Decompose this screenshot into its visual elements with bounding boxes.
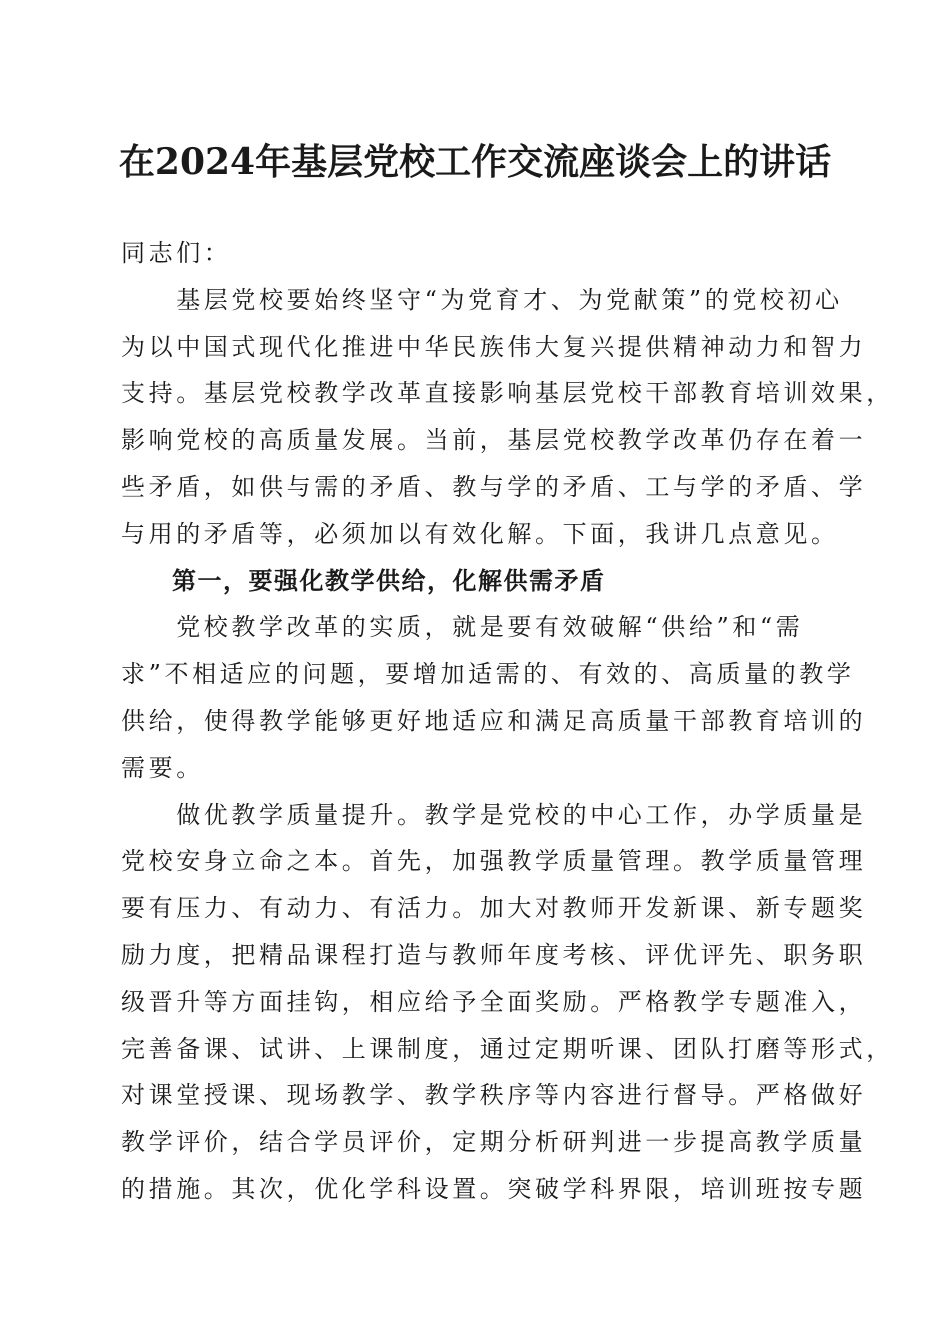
section-heading: 第一，要强化教学供给，化解供需矛盾: [121, 565, 606, 595]
paragraph-line: 对课堂授课、现场教学、教学秩序等内容进行督导。严格做好: [121, 1081, 867, 1110]
paragraph-line: 党校教学改革的实质，就是要有效破解“供给”和“需: [121, 613, 804, 642]
paragraph-line: 教学评价，结合学员评价，定期分析研判进一步提高教学质量: [121, 1128, 867, 1157]
paragraph-line: 要有压力、有动力、有活力。加大对教师开发新课、新专题奖: [121, 894, 867, 923]
paragraph-line: 党校安身立命之本。首先，加强教学质量管理。教学质量管理: [121, 847, 867, 876]
paragraph-line: 励力度，把精品课程打造与教师年度考核、评优评先、职务职: [121, 940, 867, 969]
paragraph-line: 求”不相适应的问题，要增加适需的、有效的、高质量的教学: [121, 660, 855, 689]
document-title: 在2024年基层党校工作交流座谈会上的讲话: [118, 141, 832, 183]
paragraph-line: 影响党校的高质量发展。当前，基层党校教学改革仍存在着一: [121, 426, 867, 455]
paragraph-line: 需要。: [121, 753, 204, 782]
paragraph-line: 的措施。其次，优化学科设置。突破学科界限，培训班按专题: [121, 1174, 867, 1203]
salutation: 同志们：: [121, 239, 232, 267]
paragraph-line: 做优教学质量提升。教学是党校的中心工作，办学质量是: [121, 800, 867, 829]
paragraph-line: 些矛盾，如供与需的矛盾、教与学的矛盾、工与学的矛盾、学: [121, 472, 867, 501]
paragraph-line: 支持。基层党校教学改革直接影响基层党校干部教育培训效果，: [121, 379, 894, 408]
paragraph-line: 供给，使得教学能够更好地适应和满足高质量干部教育培训的: [121, 706, 867, 735]
paragraph-line: 为以中国式现代化推进中华民族伟大复兴提供精神动力和智力: [121, 332, 867, 361]
document-body: [121, 230, 894, 1213]
paragraph-line: 基层党校要始终坚守“为党育才、为党献策”的党校初心: [121, 285, 843, 314]
paragraph-line: 完善备课、试讲、上课制度，通过定期听课、团队打磨等形式，: [121, 1034, 894, 1063]
paragraph-line: 与用的矛盾等，必须加以有效化解。下面，我讲几点意见。: [121, 519, 839, 548]
paragraph-line: 级晋升等方面挂钩，相应给予全面奖励。严格教学专题准入，: [121, 987, 867, 1016]
